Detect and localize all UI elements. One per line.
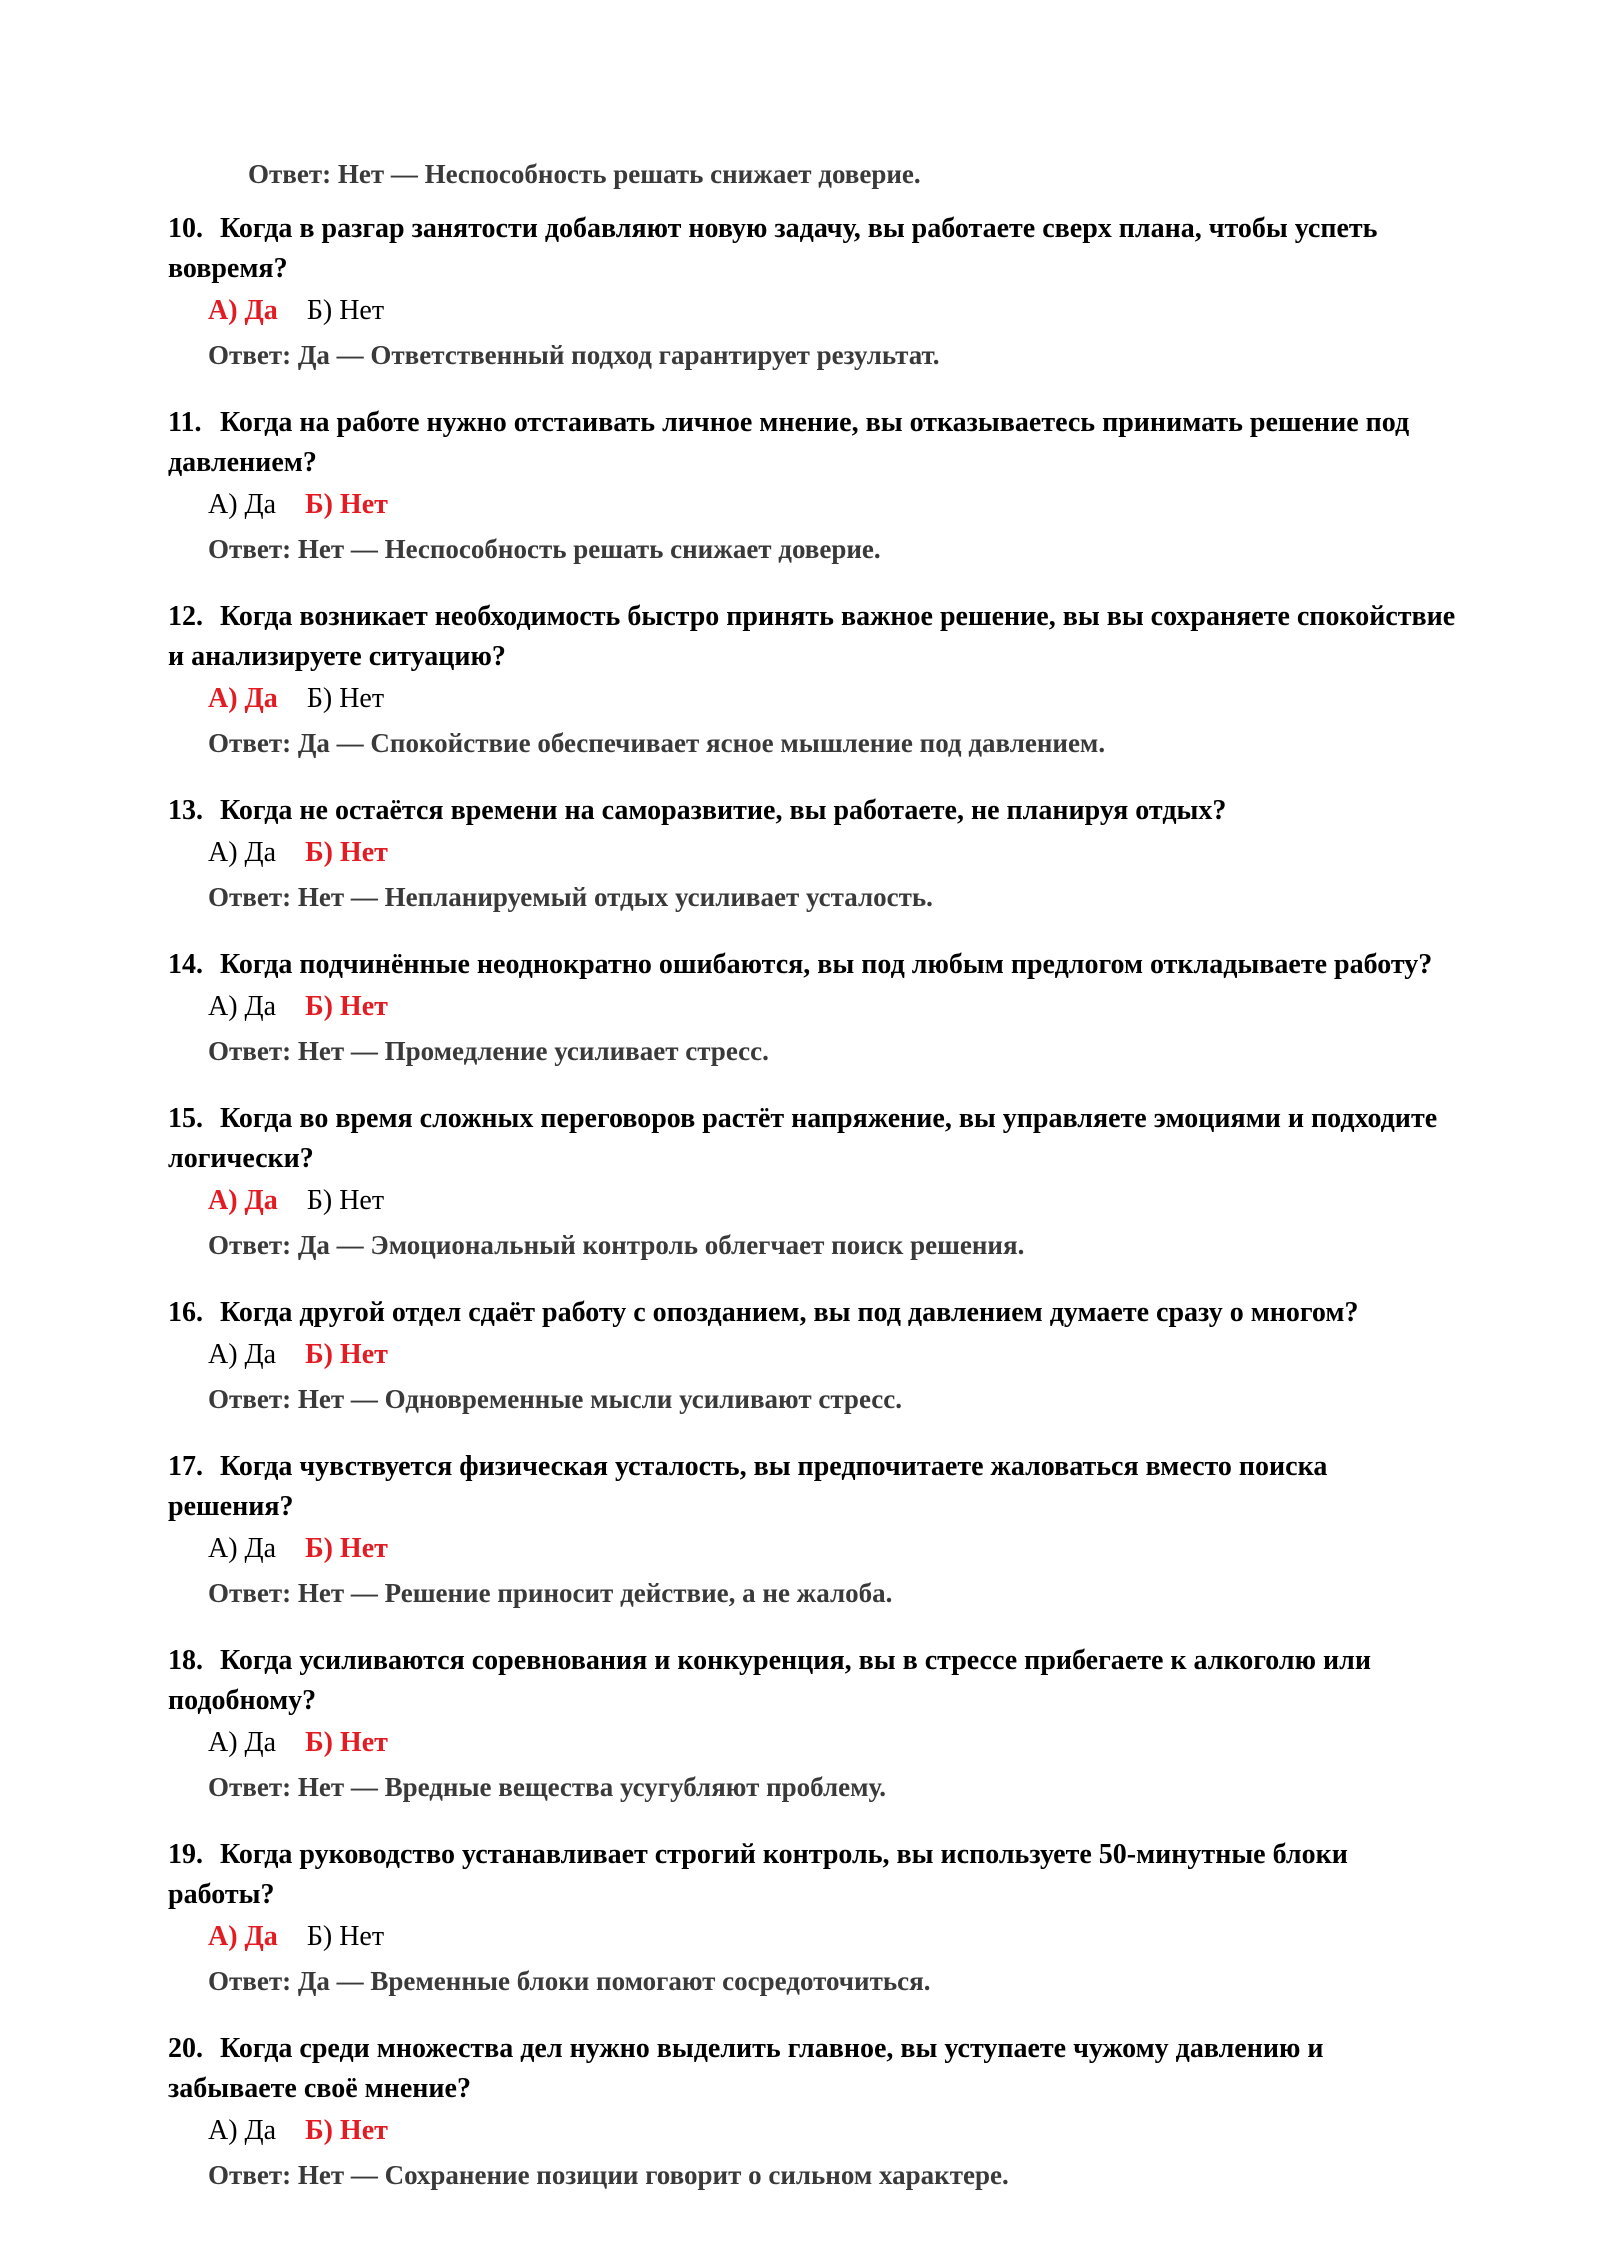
question-item (168, 1641, 1458, 1807)
answer-options (208, 1181, 1458, 1223)
question-item (168, 597, 1458, 763)
question-text (168, 1641, 1458, 1721)
question-text (168, 945, 1458, 985)
answer-explanation: Ответ: Да — Ответственный подход гарантирует результат. (208, 340, 940, 370)
option-a: А) Да (208, 2115, 277, 2146)
question-number: 14. (168, 949, 203, 980)
question-item (168, 1447, 1458, 1613)
option-b: Б) Нет (306, 1185, 385, 1216)
question-number: 17. (168, 1451, 203, 1482)
option-a: А) Да (208, 295, 278, 326)
question-number: 11. (168, 407, 202, 438)
question-body: Когда усиливаются соревнования и конкуренция, вы в стрессе прибегаете к алкоголю или подобному? (168, 1645, 1371, 1716)
answer-options (208, 2111, 1458, 2153)
option-a: А) Да (208, 1185, 278, 1216)
option-a: А) Да (208, 1339, 277, 1370)
answer-options (208, 833, 1458, 875)
answer-explanation: Ответ: Нет — Решение приносит действие, а не жалоба. (208, 1578, 893, 1608)
option-b: Б) Нет (305, 1533, 388, 1564)
question-body: Когда среди множества дел нужно выделить главное, вы уступаете чужому давлению и забываете своё мнение? (168, 2033, 1324, 2104)
question-text (168, 403, 1458, 483)
answer-options (208, 679, 1458, 721)
question-body: Когда другой отдел сдаёт работу с опозданием, вы под давлением думаете сразу о многом? (220, 1297, 1359, 1328)
question-text (168, 2029, 1458, 2109)
question-item (168, 945, 1458, 1071)
question-body: Когда в разгар занятости добавляют новую задачу, вы работаете сверх плана, чтобы успеть вовремя? (168, 213, 1378, 284)
answer-explanation: Ответ: Да — Спокойствие обеспечивает ясное мышление под давлением. (208, 728, 1106, 758)
question-body: Когда не остаётся времени на саморазвитие, вы работаете, не планируя отдых? (220, 795, 1227, 826)
option-b: Б) Нет (305, 1727, 388, 1758)
question-text (168, 1099, 1458, 1179)
question-item (168, 1293, 1458, 1419)
question-text (168, 791, 1458, 831)
answer-explanation: Ответ: Нет — Промедление усиливает стресс. (208, 1036, 769, 1066)
option-a: А) Да (208, 991, 277, 1022)
answer-explanation: Ответ: Нет — Сохранение позиции говорит о сильном характере. (208, 2160, 1009, 2190)
question-list (168, 209, 1458, 2223)
question-body: Когда чувствуется физическая усталость, вы предпочитаете жаловаться вместо поиска решения? (168, 1451, 1328, 1522)
question-item (168, 403, 1458, 569)
continuation-answer: Ответ: Нет — Неспособность решать снижает доверие. (248, 159, 921, 189)
option-b: Б) Нет (305, 1339, 388, 1370)
question-item (168, 1099, 1458, 1265)
answer-explanation: Ответ: Нет — Одновременные мысли усиливают стресс. (208, 1384, 902, 1414)
option-a: А) Да (208, 1727, 277, 1758)
option-b: Б) Нет (305, 489, 388, 520)
answer-options (208, 1917, 1458, 1959)
answer-options (208, 291, 1458, 333)
question-number: 15. (168, 1103, 203, 1134)
option-a: А) Да (208, 837, 277, 868)
option-b: Б) Нет (306, 683, 385, 714)
answer-options (208, 987, 1458, 1029)
option-b: Б) Нет (305, 837, 388, 868)
question-text (168, 597, 1458, 677)
option-a: А) Да (208, 489, 277, 520)
question-number: 12. (168, 601, 203, 632)
answer-explanation: Ответ: Нет — Неспособность решать снижает доверие. (208, 534, 881, 564)
question-body: Когда руководство устанавливает строгий контроль, вы используете 50-минутные блоки работы? (168, 1839, 1348, 1910)
option-a: А) Да (208, 1533, 277, 1564)
question-number: 19. (168, 1839, 203, 1870)
option-a: А) Да (208, 683, 278, 714)
option-b: Б) Нет (306, 1921, 385, 1952)
answer-options (208, 485, 1458, 527)
question-item (168, 791, 1458, 917)
question-body: Когда во время сложных переговоров растёт напряжение, вы управляете эмоциями и подходите логически? (168, 1103, 1438, 1174)
question-number: 16. (168, 1297, 203, 1328)
option-a: А) Да (208, 1921, 278, 1952)
answer-options (208, 1335, 1458, 1377)
answer-explanation: Ответ: Нет — Вредные вещества усугубляют проблему. (208, 1772, 887, 1802)
question-number: 20. (168, 2033, 203, 2064)
answer-options (208, 1529, 1458, 1571)
answer-explanation: Ответ: Да — Эмоциональный контроль облегчает поиск решения. (208, 1230, 1025, 1260)
question-item (168, 2029, 1458, 2195)
question-item (168, 209, 1458, 375)
question-text (168, 209, 1458, 289)
question-body: Когда на работе нужно отстаивать личное мнение, вы отказываетесь принимать решение под давлением? (168, 407, 1410, 478)
question-number: 10. (168, 213, 203, 244)
option-b: Б) Нет (305, 2115, 388, 2146)
answer-explanation: Ответ: Нет — Непланируемый отдых усиливает усталость. (208, 882, 933, 912)
option-b: Б) Нет (305, 991, 388, 1022)
question-body: Когда возникает необходимость быстро принять важное решение, вы вы сохраняете спокойствие и анализируете ситуацию? (168, 601, 1456, 672)
question-body: Когда подчинённые неоднократно ошибаются, вы под любым предлогом откладываете работу? (220, 949, 1433, 980)
option-b: Б) Нет (306, 295, 385, 326)
question-number: 13. (168, 795, 203, 826)
answer-explanation: Ответ: Да — Временные блоки помогают сосредоточиться. (208, 1966, 931, 1996)
question-number: 18. (168, 1645, 203, 1676)
question-text (168, 1447, 1458, 1527)
answer-options (208, 1723, 1458, 1765)
question-text (168, 1835, 1458, 1915)
question-text (168, 1293, 1458, 1333)
question-item (168, 1835, 1458, 2001)
